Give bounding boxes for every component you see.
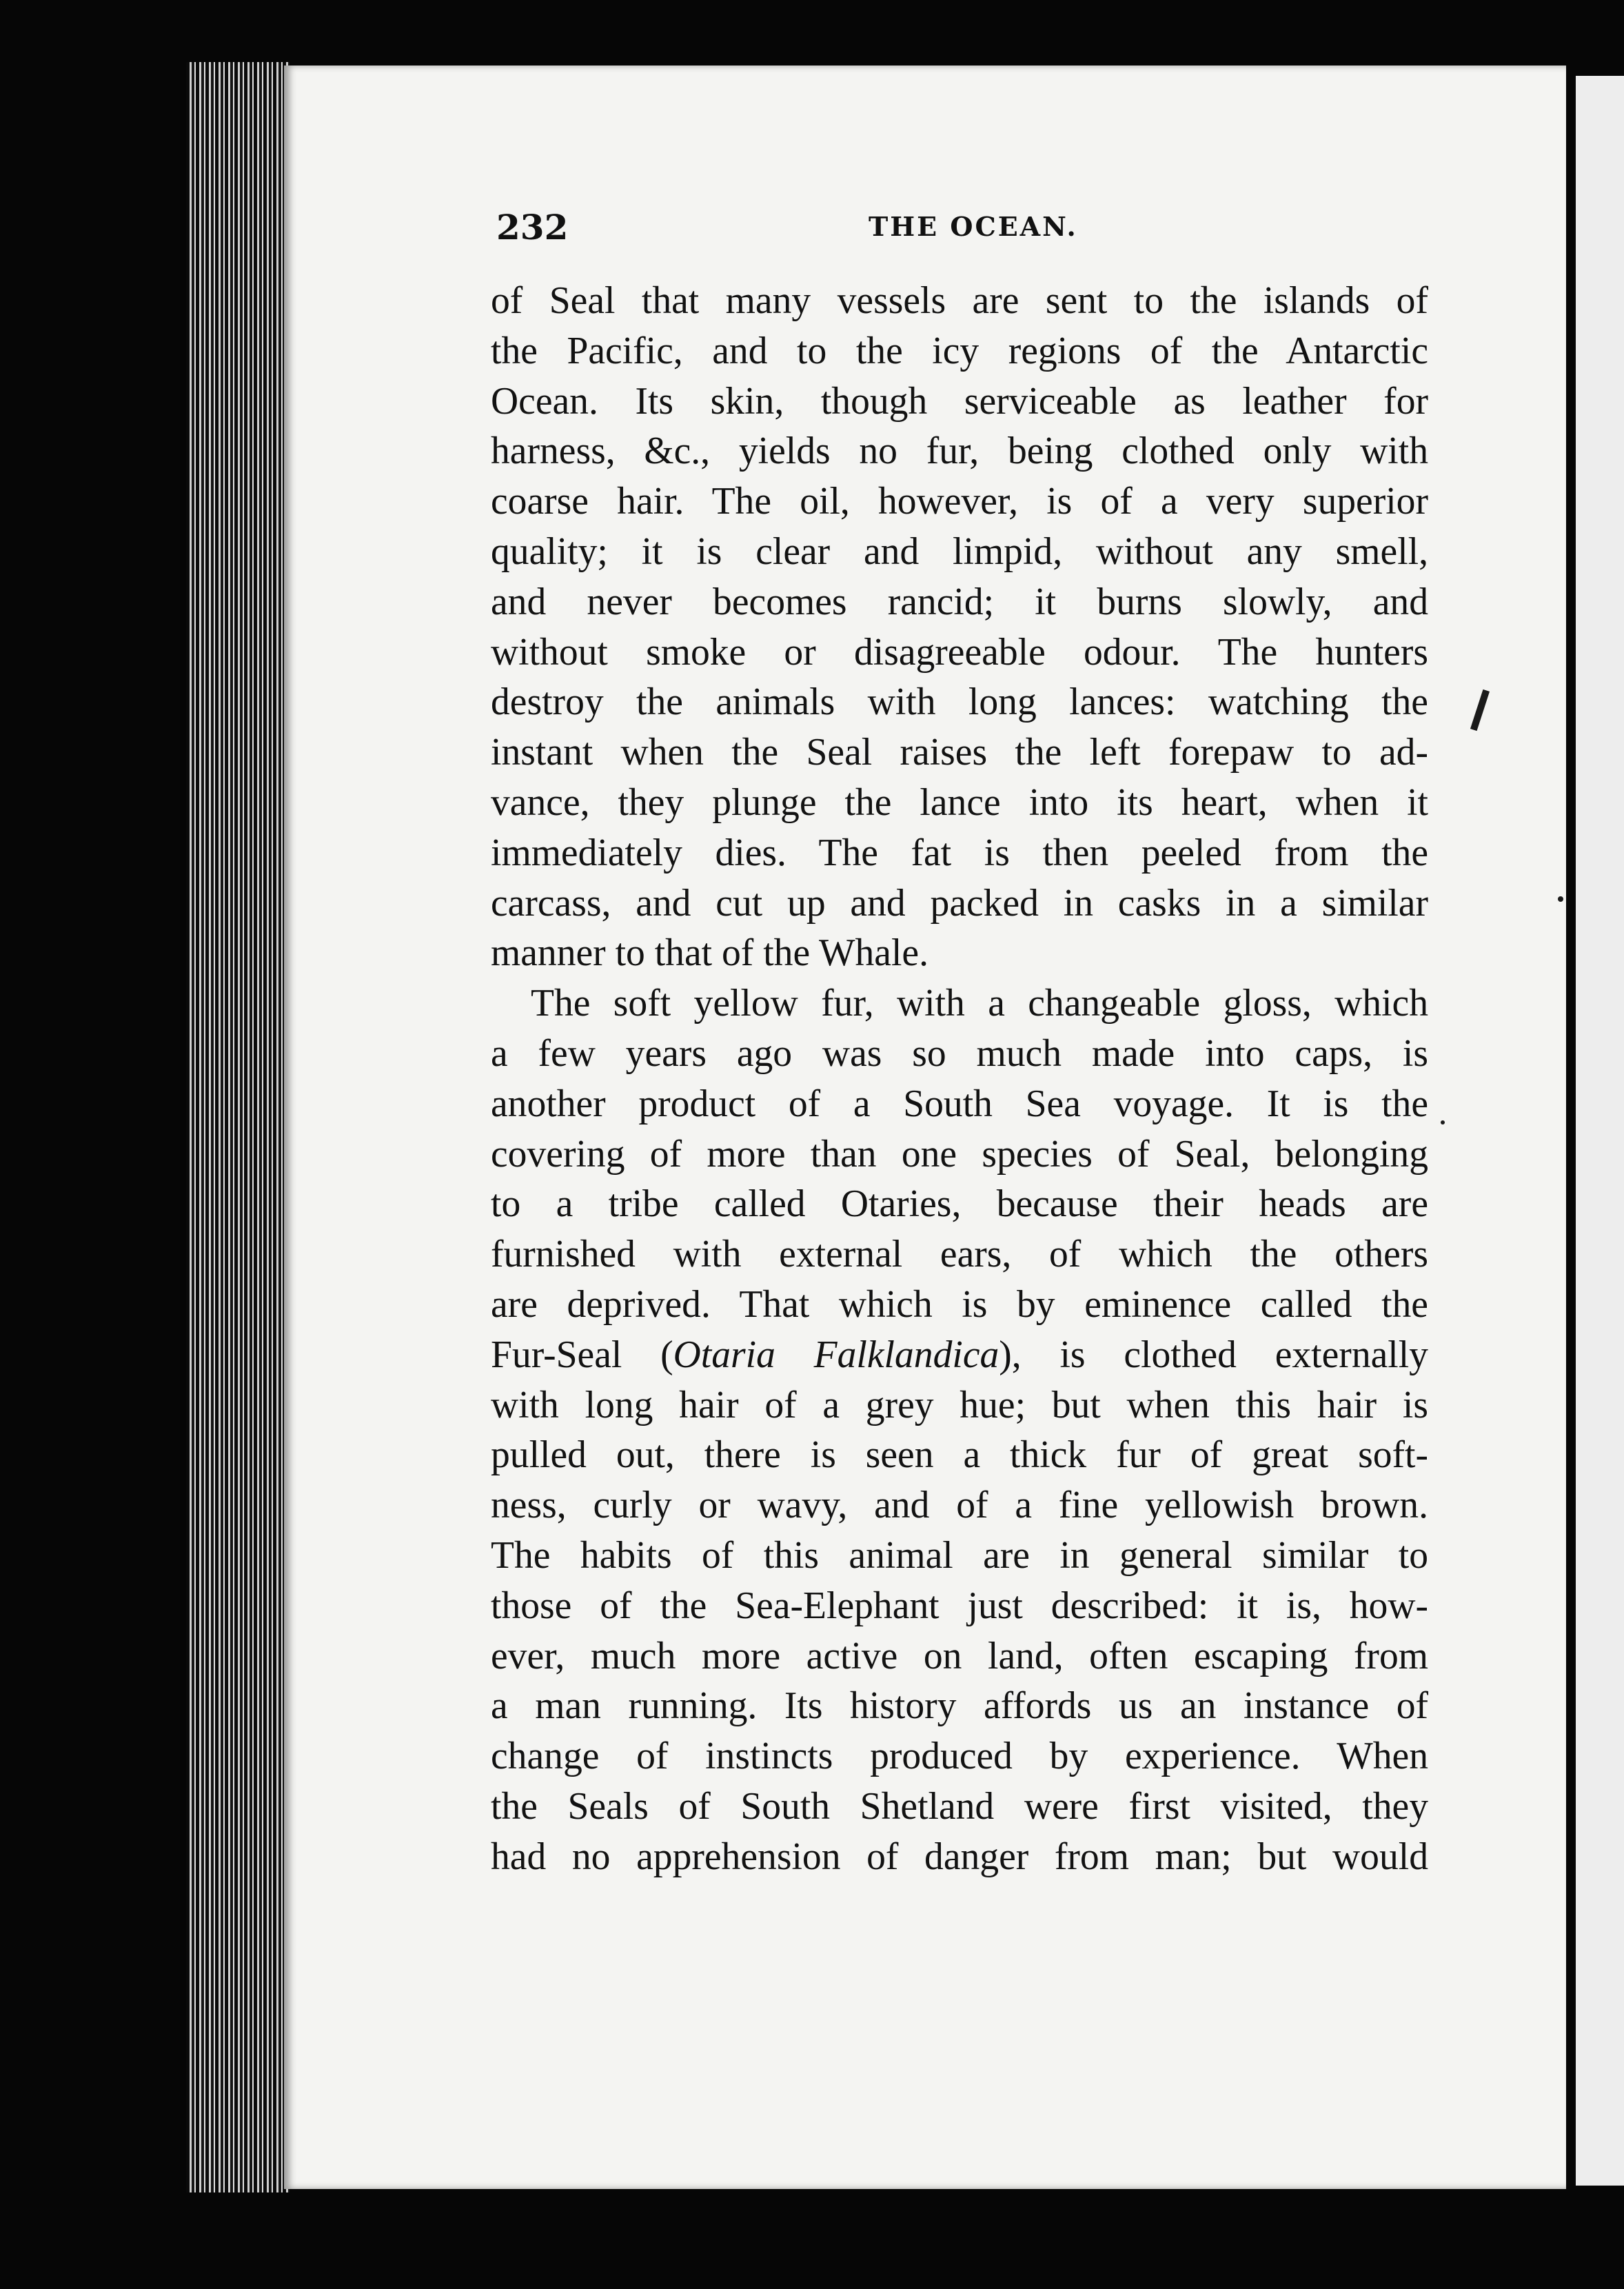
text-line: quality; it is clear and limpid, without any smell,	[491, 530, 1428, 573]
text-line: carcass, and cut up and packed in casks in a similar	[491, 881, 1428, 925]
next-page-edge	[1576, 76, 1624, 2186]
text-line: Ocean. Its skin, though serviceable as leather for	[491, 379, 1428, 423]
running-head: THE OCEAN.	[869, 211, 1078, 242]
text-line: instant when the Seal raises the left forepaw to ad-	[491, 731, 1428, 774]
text-line: furnished with external ears, of which the others	[491, 1233, 1428, 1276]
page-edges	[186, 62, 290, 2192]
page-number: 232	[496, 207, 569, 248]
text-line: had no apprehension of danger from man; but would	[491, 1835, 1428, 1878]
text-line: to a tribe called Otaries, because their heads are	[491, 1182, 1428, 1226]
text-line-fur-seal	[491, 1330, 1428, 1380]
text-line: a man running. Its history affords us an instance of	[491, 1684, 1428, 1728]
text-line: The soft yellow fur, with a changeable gloss, which	[531, 982, 1428, 1025]
text-line: The habits of this animal are in general similar to	[491, 1533, 1428, 1577]
text-line: change of instincts produced by experience. When	[491, 1735, 1428, 1778]
scan-speck	[1558, 896, 1563, 902]
text-line: without smoke or disagreeable odour. The hunters	[491, 630, 1428, 674]
text-line: covering of more than one species of Seal, belonging	[491, 1132, 1428, 1176]
text-line: coarse hair. The oil, however, is of a very superior	[491, 480, 1428, 523]
text-line: ness, curly or wavy, and of a fine yellowish brown.	[491, 1484, 1428, 1527]
species-name: Otaria Falklandica	[673, 1333, 999, 1376]
text-line: another product of a South Sea voyage. It is the	[491, 1082, 1428, 1125]
text-line: with long hair of a grey hue; but when this hair is	[491, 1383, 1428, 1426]
text-line: those of the Sea-Elephant just described: it is, how-	[491, 1584, 1428, 1627]
text-line: immediately dies. The fat is then peeled from the	[491, 831, 1428, 874]
text-line: and never becomes rancid; it burns slowly, and	[491, 580, 1428, 623]
text-line: destroy the animals with long lances: watching the	[491, 680, 1428, 724]
text-line: manner to that of the Whale.	[491, 931, 928, 975]
text-line: pulled out, there is seen a thick fur of great soft-	[491, 1433, 1428, 1477]
scan-speck	[1441, 1120, 1445, 1125]
text-line: vance, they plunge the lance into its heart, when it	[491, 780, 1428, 824]
text-line: harness, &c., yields no fur, being clothed only with	[491, 430, 1428, 473]
page-header	[496, 207, 1420, 255]
text-line: of Seal that many vessels are sent to the islands of	[491, 279, 1428, 322]
text-line: a few years ago was so much made into caps, is	[491, 1031, 1428, 1075]
fur-seal-prefix: Fur-Seal (	[491, 1333, 673, 1376]
text-line: are deprived. That which is by eminence called the	[491, 1282, 1428, 1326]
text-line: the Seals of South Shetland were first visited, they	[491, 1784, 1428, 1828]
text-line: ever, much more active on land, often escaping from	[491, 1634, 1428, 1677]
text-line: the Pacific, and to the icy regions of the Antarctic	[491, 329, 1428, 372]
body-text	[491, 276, 1428, 1882]
fur-seal-suffix: ), is clothed externally	[999, 1333, 1428, 1376]
